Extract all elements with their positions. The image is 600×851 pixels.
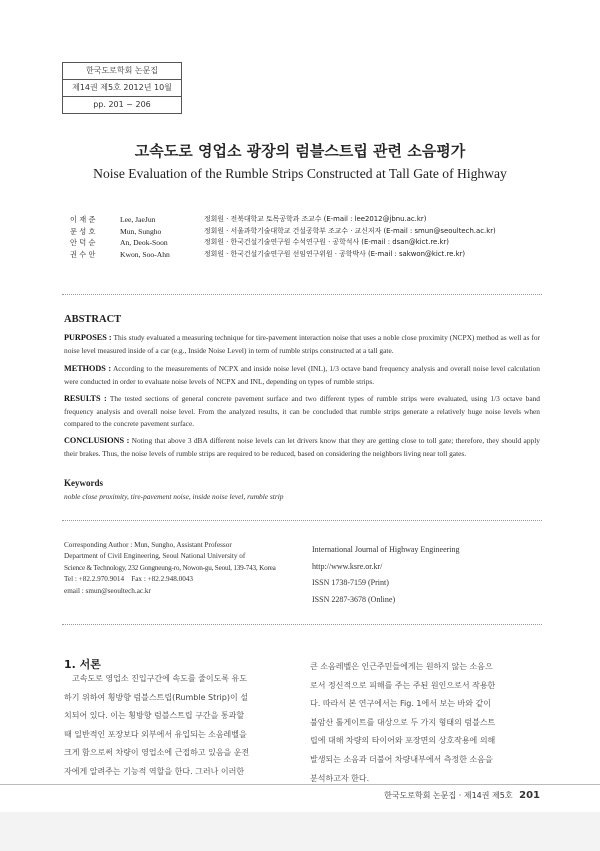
purposes-text: This study evaluated a measuring technique for tire-pavement interaction noise that uses a noble close proximity (NCPX) method as well as for noise level measured inside of a car (e.g., Inside Noise Level) in term of rumble strips constructed at a tall gate. <box>64 333 540 355</box>
divider <box>62 624 542 625</box>
abstract-methods <box>64 363 540 388</box>
body-line: 때 일반적인 포장보다 외부에서 유입되는 소음레벨을 <box>64 729 247 739</box>
author-affiliation: 정회원 · 한국건설기술연구원 수석연구원 · 공학석사 (E-mail : dsan@kict.re.kr) <box>204 238 449 246</box>
body-column-right <box>310 658 540 788</box>
author-name-ko: 권 수 안 <box>70 249 96 259</box>
body-line: 하기 위하여 횡방향 럼블스트립(Rumble Strip)이 설 <box>64 692 248 702</box>
divider <box>62 294 542 295</box>
results-label: RESULTS : <box>64 394 107 403</box>
journal-title: International Journal of Highway Engineering <box>312 545 460 554</box>
issn-print: ISSN 1738-7159 (Print) <box>312 578 389 587</box>
author-name-en: Lee, JaeJun <box>120 215 156 224</box>
footer-journal: 한국도로학회 논문집 · 제14권 제5호 <box>384 791 513 800</box>
author-name-en: An, Deok-Soon <box>120 238 168 247</box>
title-korean: 고속도로 영업소 광장의 럼블스트립 관련 소음평가 <box>134 142 466 160</box>
journal-url: http://www.ksre.or.kr/ <box>312 561 383 571</box>
body-line: 불암산 톨게이트를 대상으로 두 가지 형태의 럼블스트 <box>310 717 496 727</box>
corr-line: Tel : +82.2.970.9014 Fax : +82.2.948.0043 <box>64 575 193 584</box>
body-line: 립에 대해 차량의 타이어와 포장면의 상호작용에 의해 <box>310 736 496 746</box>
issn-online: ISSN 2287-3678 (Online) <box>312 594 396 604</box>
keywords-text: noble close proximity, tire-pavement noise, inside noise level, rumble strip <box>64 492 284 501</box>
author-name-en: Mun, Sungho <box>120 226 162 236</box>
author-affiliation: 정회원 · 서울과학기술대학교 건설공학부 조교수 · 교신저자 (E-mail : smun@seoultech.ac.kr) <box>204 226 496 235</box>
bottom-band <box>0 812 600 851</box>
author-name-ko: 이 재 준 <box>70 215 96 224</box>
page-number: 201 <box>519 790 540 801</box>
body-line: 로서 정신적으로 피해를 주는 주된 원인으로서 작용한 <box>310 680 496 690</box>
methods-text: According to the measurements of NCPX and inside noise level (INL), 1/3 octave band frequency analysis and overall noise level calculation were conducted in order to evaluate noise levels of NCPX and INL, depending on types of rumble strips. <box>64 364 540 386</box>
conclusions-text: Noting that above 3 dBA different noise levels can let drivers know that they are getting close to toll gate; therefore, they should apply their brakes. Thus, the noise levels of rumble strips are required to be reduced, based on considering the neighbors living near toll gates. <box>64 436 540 458</box>
author-affiliation: 정회원 · 한국건설기술연구원 선임연구위원 · 공학박사 (E-mail : sakwon@kict.re.kr) <box>204 249 466 258</box>
abstract-conclusions <box>64 435 540 460</box>
corr-line: Science & Technology, 232 Gongneung-ro, Nowon-gu, Seoul, 139-743, Korea <box>64 563 276 572</box>
body-line: 자에게 알려주는 기능적 역할을 한다. 그러나 이러한 <box>64 766 245 776</box>
author-name-ko: 안 덕 순 <box>70 238 96 247</box>
body-line: 치되어 있다. 이는 횡방향 럼블스트립 구간을 통과할 <box>64 711 245 721</box>
author-affiliation: 정회원 · 전북대학교 토목공학과 조교수 (E-mail : lee2012@jbnu.ac.kr) <box>204 215 427 223</box>
body-line: 고속도로 영업소 진입구간에 속도를 줄이도록 유도 <box>72 674 248 683</box>
author-name-en: Kwon, Soo-Ahn <box>120 249 170 259</box>
corr-email: email : smun@seoultech.ac.kr <box>64 586 151 595</box>
journal-name: 한국도로학회 논문집 <box>63 63 181 80</box>
corr-line: Corresponding Author : Mun, Sungho, Assistant Professor <box>64 541 232 549</box>
abstract-heading: ABSTRACT <box>64 314 122 325</box>
conclusions-label: CONCLUSIONS : <box>64 436 130 445</box>
title-english: Noise Evaluation of the Rumble Strips Constructed at Tall Gate of Highway <box>93 166 507 181</box>
body-line: 분석하고자 한다. <box>310 773 370 783</box>
section-heading: 1. 서론 <box>64 658 101 671</box>
corresponding-author <box>64 540 314 597</box>
corr-line: Department of Civil Engineering, Seoul National University of <box>64 552 246 561</box>
author-name-ko: 문 성 호 <box>70 226 96 236</box>
body-line: 발생되는 소음과 더불어 차량내부에서 측정한 소음을 <box>310 754 493 764</box>
journal-pages: pp. 201 ~ 206 <box>93 100 151 109</box>
purposes-label: PURPOSES : <box>64 333 112 342</box>
results-text: The tested sections of general concrete pavement surface and two different types of rumble strips were evaluated, using 1/3 octave band frequency analysis and overall noise level. From the analyzed results, it can be concluded that rumble strips generate a relatively huge noise levels when compared to the concrete pavement surface. <box>64 394 541 429</box>
body-line: 큰 소음레벨은 인근주민들에게는 원하지 않는 소음으 <box>310 662 493 671</box>
abstract-purposes <box>64 332 540 357</box>
body-column-left <box>64 670 298 782</box>
body-line: 크게 함으로써 차량이 영업소에 근접하고 있음을 운전 <box>64 748 250 758</box>
journal-volume: 제14권 제5호 2012년 10월 <box>63 80 181 97</box>
page-footer <box>384 790 540 801</box>
body-line: 다. 따라서 본 연구에서는 Fig. 1에서 보는 바와 같이 <box>310 699 491 709</box>
keywords-heading: Keywords <box>64 478 103 488</box>
footer-rule <box>0 784 600 785</box>
divider <box>62 520 542 521</box>
methods-label: METHODS : <box>64 364 112 373</box>
journal-info-box <box>62 62 182 114</box>
abstract-results <box>64 393 540 431</box>
journal-info <box>312 542 460 608</box>
